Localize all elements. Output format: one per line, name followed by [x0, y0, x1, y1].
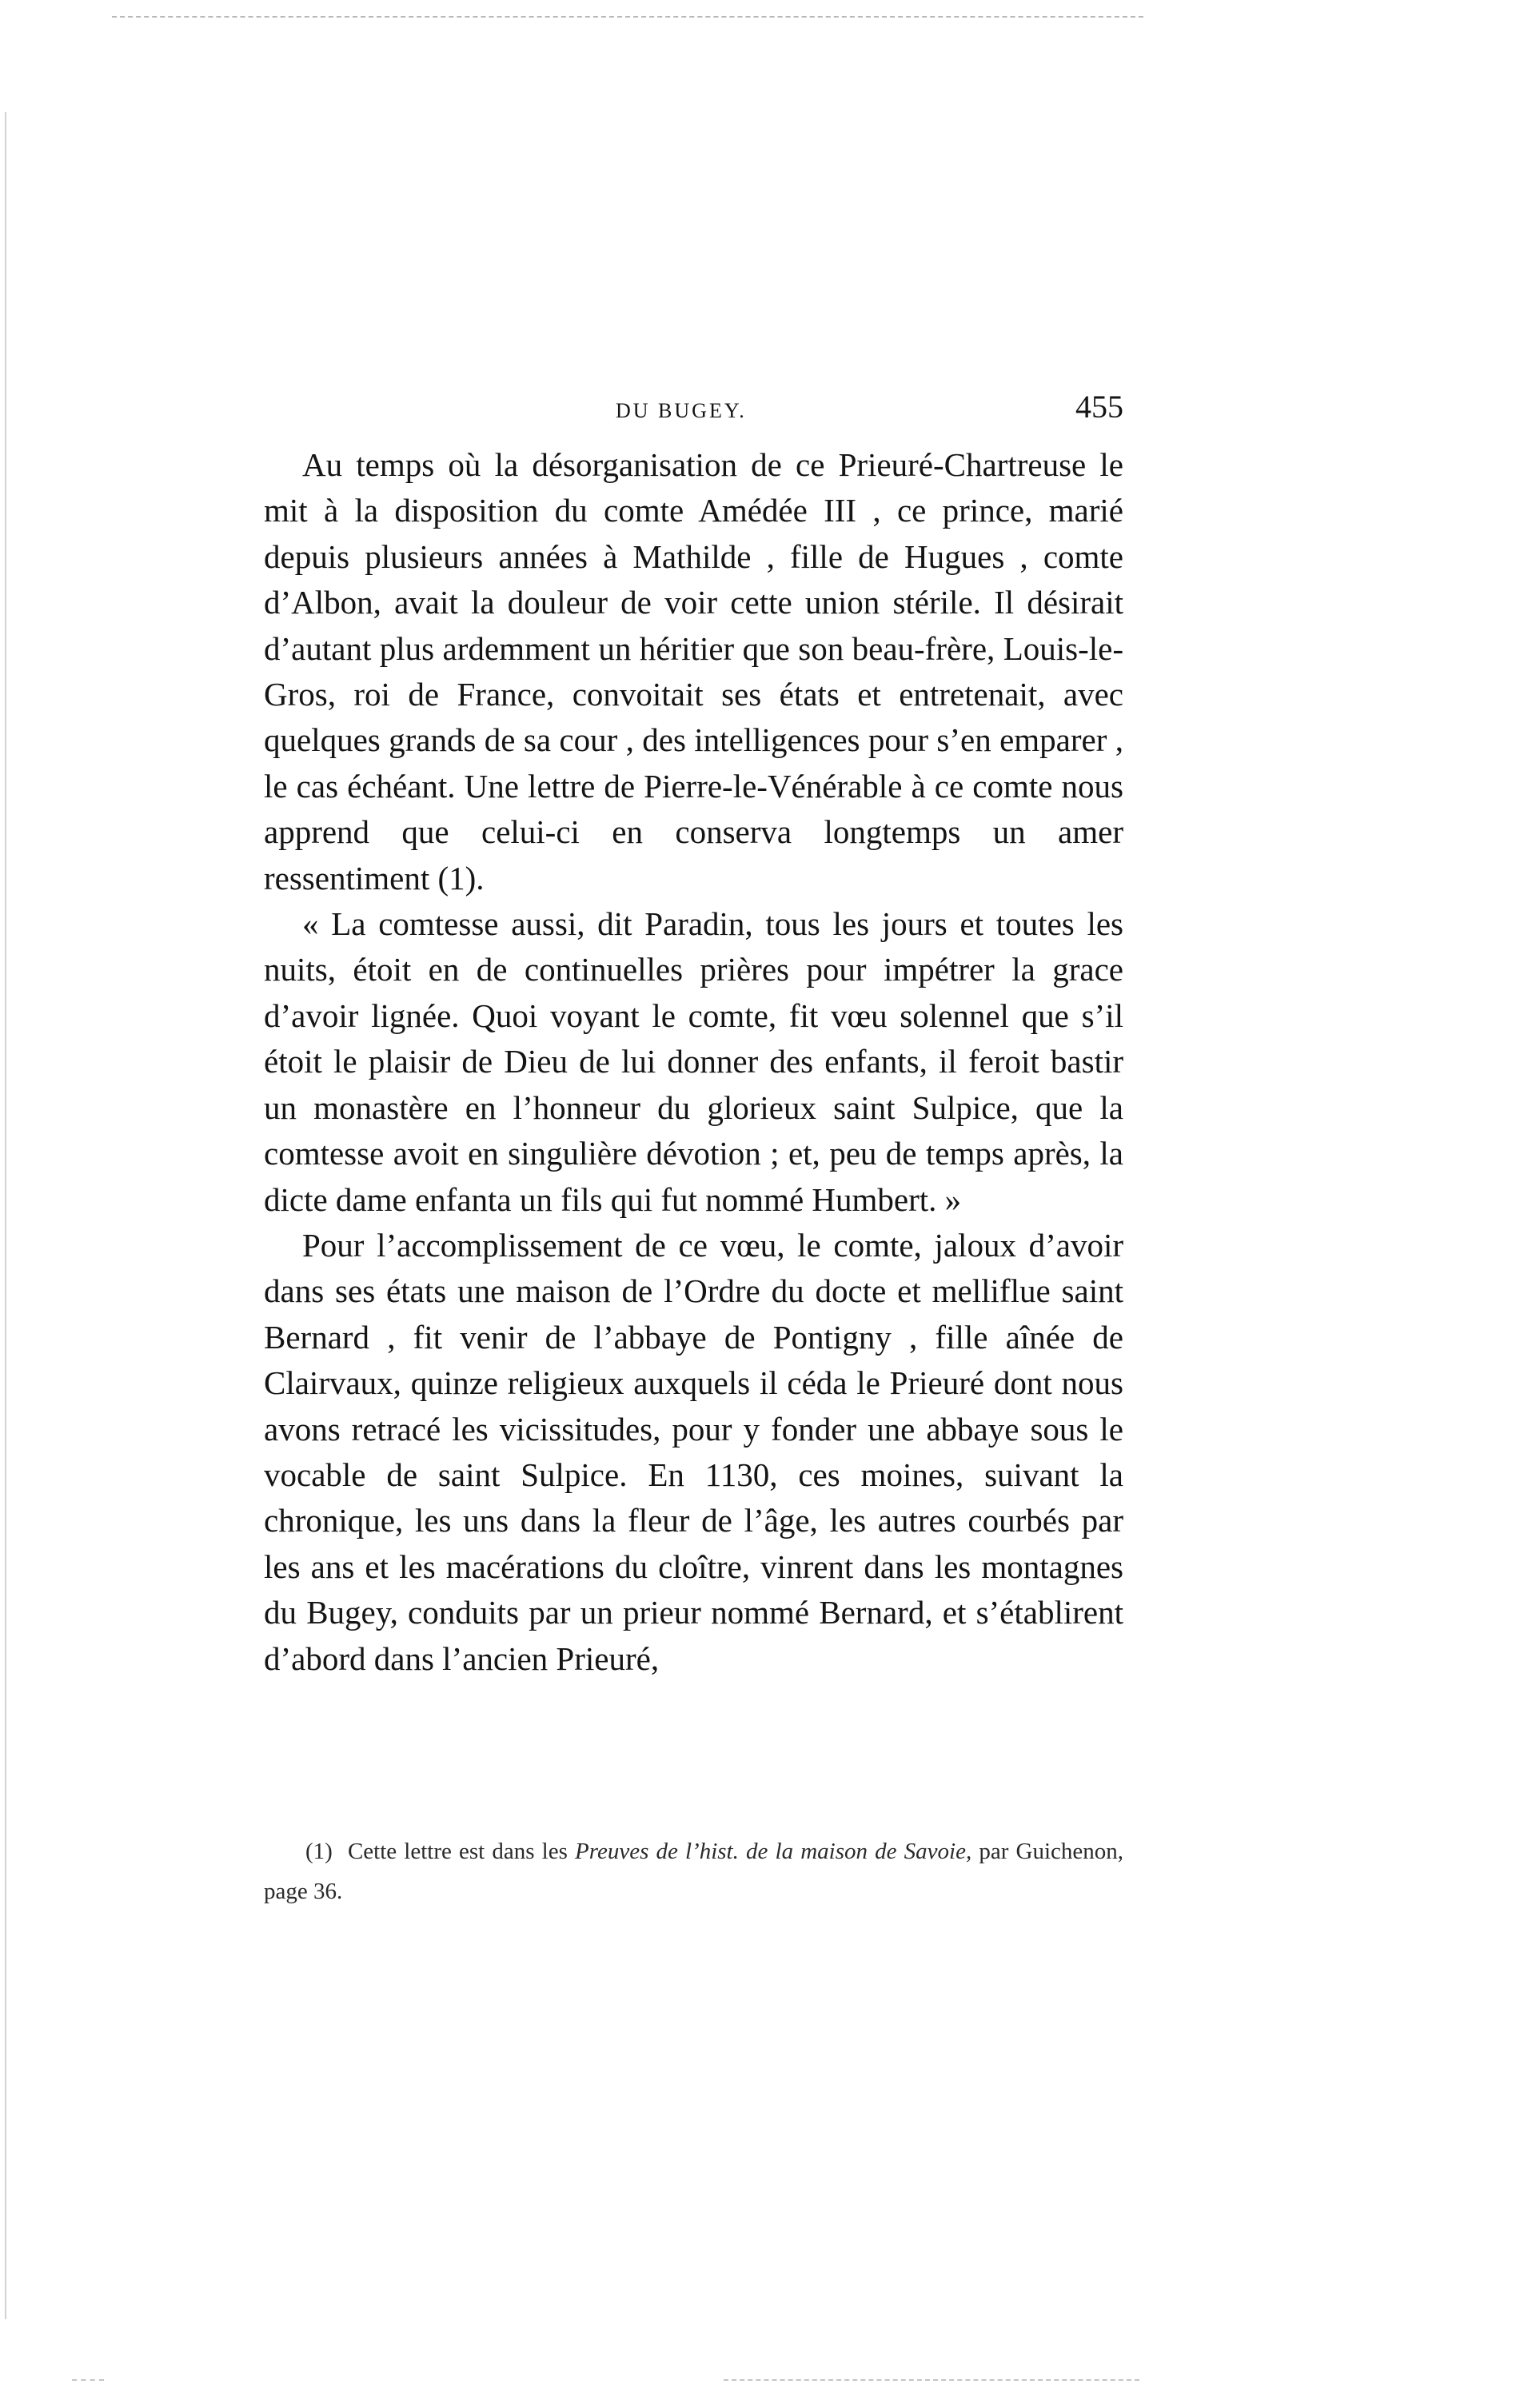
paragraph: Pour l’accomplissement de ce vœu, le comte, jaloux d’avoir dans ses états une maison de l’Ordre du docte et melliflue saint Bernard , fit venir de l’abbaye de Pontigny , fille aînée de Clairvaux, quinze religieux auxquels il céda le Prieuré dont nous avons retracé les vicissitudes, pour y fonder une abbaye sous le vocable de saint Sulpice. En 1130, ces moines, suivant la chronique, les uns dans la fleur de l’âge, les autres courbés par les ans et les macérations du cloître, vinrent dans les montagnes du Bugey, conduits par un prieur nommé Bernard, et s’établirent d’abord dans l’ancien Prieuré,	[264, 1226, 1123, 1677]
running-title: DU BUGEY.	[616, 399, 747, 422]
left-page-edge	[5, 112, 6, 2319]
bottom-edge-mark	[72, 2379, 104, 2381]
paragraph: « La comtesse aussi, dit Paradin, tous les jours et toutes les nuits, étoit en de continuelles prières pour impétrer la grace d’avoir lignée. Quoi voyant le comte, fit vœu solennel que s’il étoit le plaisir de Dieu de lui donner des enfants, il feroit bastir un monastère en l’honneur du glorieux saint Sulpice, que la comtesse avoit en singulière dévotion ; et, peu de temps après, la dicte dame enfanta un fils qui fut nommé Humbert. »	[264, 905, 1123, 1218]
page-number: 455	[1075, 389, 1123, 425]
top-edge-rule	[112, 16, 1143, 18]
footnote-text-before: Cette lettre est dans les	[347, 1839, 568, 1864]
running-header	[264, 388, 1123, 436]
bottom-edge-rule	[724, 2379, 1139, 2381]
paragraph: Au temps où la désorganisation de ce Prieuré-Chartreuse le mit à la disposition du comte Amédée III , ce prince, marié depuis plusieurs années à Mathilde , fille de Hugues , comte d’Albon, avait la douleur de voir cette union stérile. Il désirait d’autant plus ardemment un héritier que son beau-frère, Louis-le-Gros, roi de France, convoitait ses états et entretenait, avec quelques grands de sa cour , des intelligences pour s’en emparer , le cas échéant. Une lettre de Pierre-le-Vénérable à ce comte nous apprend que celui-ci en conserva longtemps un amer ressentiment (1).	[264, 446, 1123, 897]
footnote-text	[264, 1831, 1123, 1911]
body-text	[264, 442, 1123, 1682]
footnote-text-after: par Guichenon, page 36.	[264, 1839, 1124, 1904]
footnote-source-title: Preuves de l’hist. de la maison de Savoie,	[575, 1839, 972, 1864]
footnote	[264, 1831, 1123, 1911]
footnote-marker: (1)	[305, 1839, 333, 1864]
